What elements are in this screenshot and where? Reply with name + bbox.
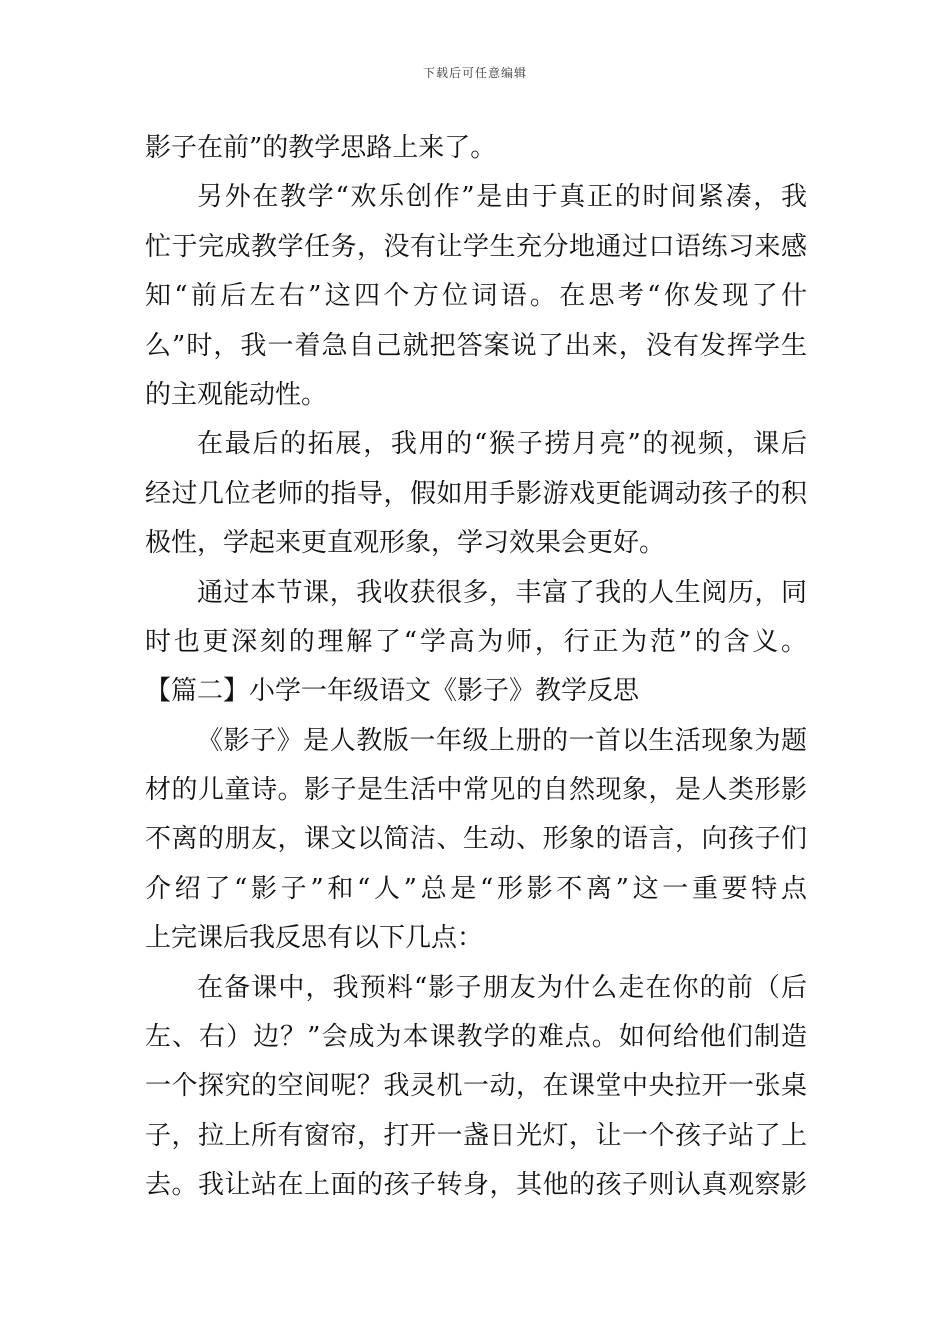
text-line: 材的儿童诗。影子是生活中常见的自然现象，是人类形影 bbox=[145, 775, 807, 806]
text-line: 在最后的拓展，我用的“猴子捞月亮”的视频，课后 bbox=[197, 429, 807, 460]
section-heading: 【篇二】小学一年级语文《影子》教学反思 bbox=[145, 676, 640, 707]
text-line: 介绍了“影子”和“人”总是“形影不离”这一重要特点 bbox=[145, 873, 807, 904]
text-line: 在备课中，我预料“影子朋友为什么走在你的前（后 bbox=[197, 972, 807, 1003]
text-line: 《影子》是人教版一年级上册的一首以生活现象为题 bbox=[197, 725, 807, 756]
text-line: 上完课后我反思有以下几点： bbox=[145, 923, 484, 954]
text-line: 一个探究的空间呢？我灵机一动，在课堂中央拉开一张桌 bbox=[145, 1071, 807, 1102]
text-line: 通过本节课，我收获很多，丰富了我的人生阅历，同 bbox=[197, 577, 807, 608]
text-line: 极性，学起来更直观形象，学习效果会更好。 bbox=[145, 528, 666, 559]
text-line: 子，拉上所有窗帘，打开一盏日光灯，让一个孩子站了上 bbox=[145, 1120, 807, 1151]
text-line: 另外在教学“欢乐创作”是由于真正的时间紧凑，我 bbox=[197, 182, 807, 213]
text-line: 时也更深刻的理解了“学高为师，行正为范”的含义。 bbox=[145, 626, 807, 657]
text-line: 不离的朋友，课文以简洁、生动、形象的语言，向孩子们 bbox=[145, 824, 807, 855]
text-line: 忙于完成教学任务，没有让学生充分地通过口语练习来感 bbox=[145, 231, 807, 262]
body-text bbox=[145, 124, 807, 1211]
text-line: 知“前后左右”这四个方位词语。在思考“你发现了什 bbox=[145, 281, 807, 312]
header-note: 下载后可任意编辑 bbox=[422, 66, 527, 80]
text-line: 去。我让站在上面的孩子转身，其他的孩子则认真观察影 bbox=[145, 1170, 807, 1201]
text-line: 的主观能动性。 bbox=[145, 379, 328, 410]
text-line: 么”时，我一着急自己就把答案说了出来，没有发挥学生 bbox=[145, 330, 807, 361]
text-line: 左、右）边？”会成为本课教学的难点。如何给他们制造 bbox=[145, 1022, 807, 1053]
text-line: 经过几位老师的指导，假如用手影游戏更能调动孩子的积 bbox=[145, 478, 807, 509]
text-line: 影子在前”的教学思路上来了。 bbox=[145, 133, 497, 163]
